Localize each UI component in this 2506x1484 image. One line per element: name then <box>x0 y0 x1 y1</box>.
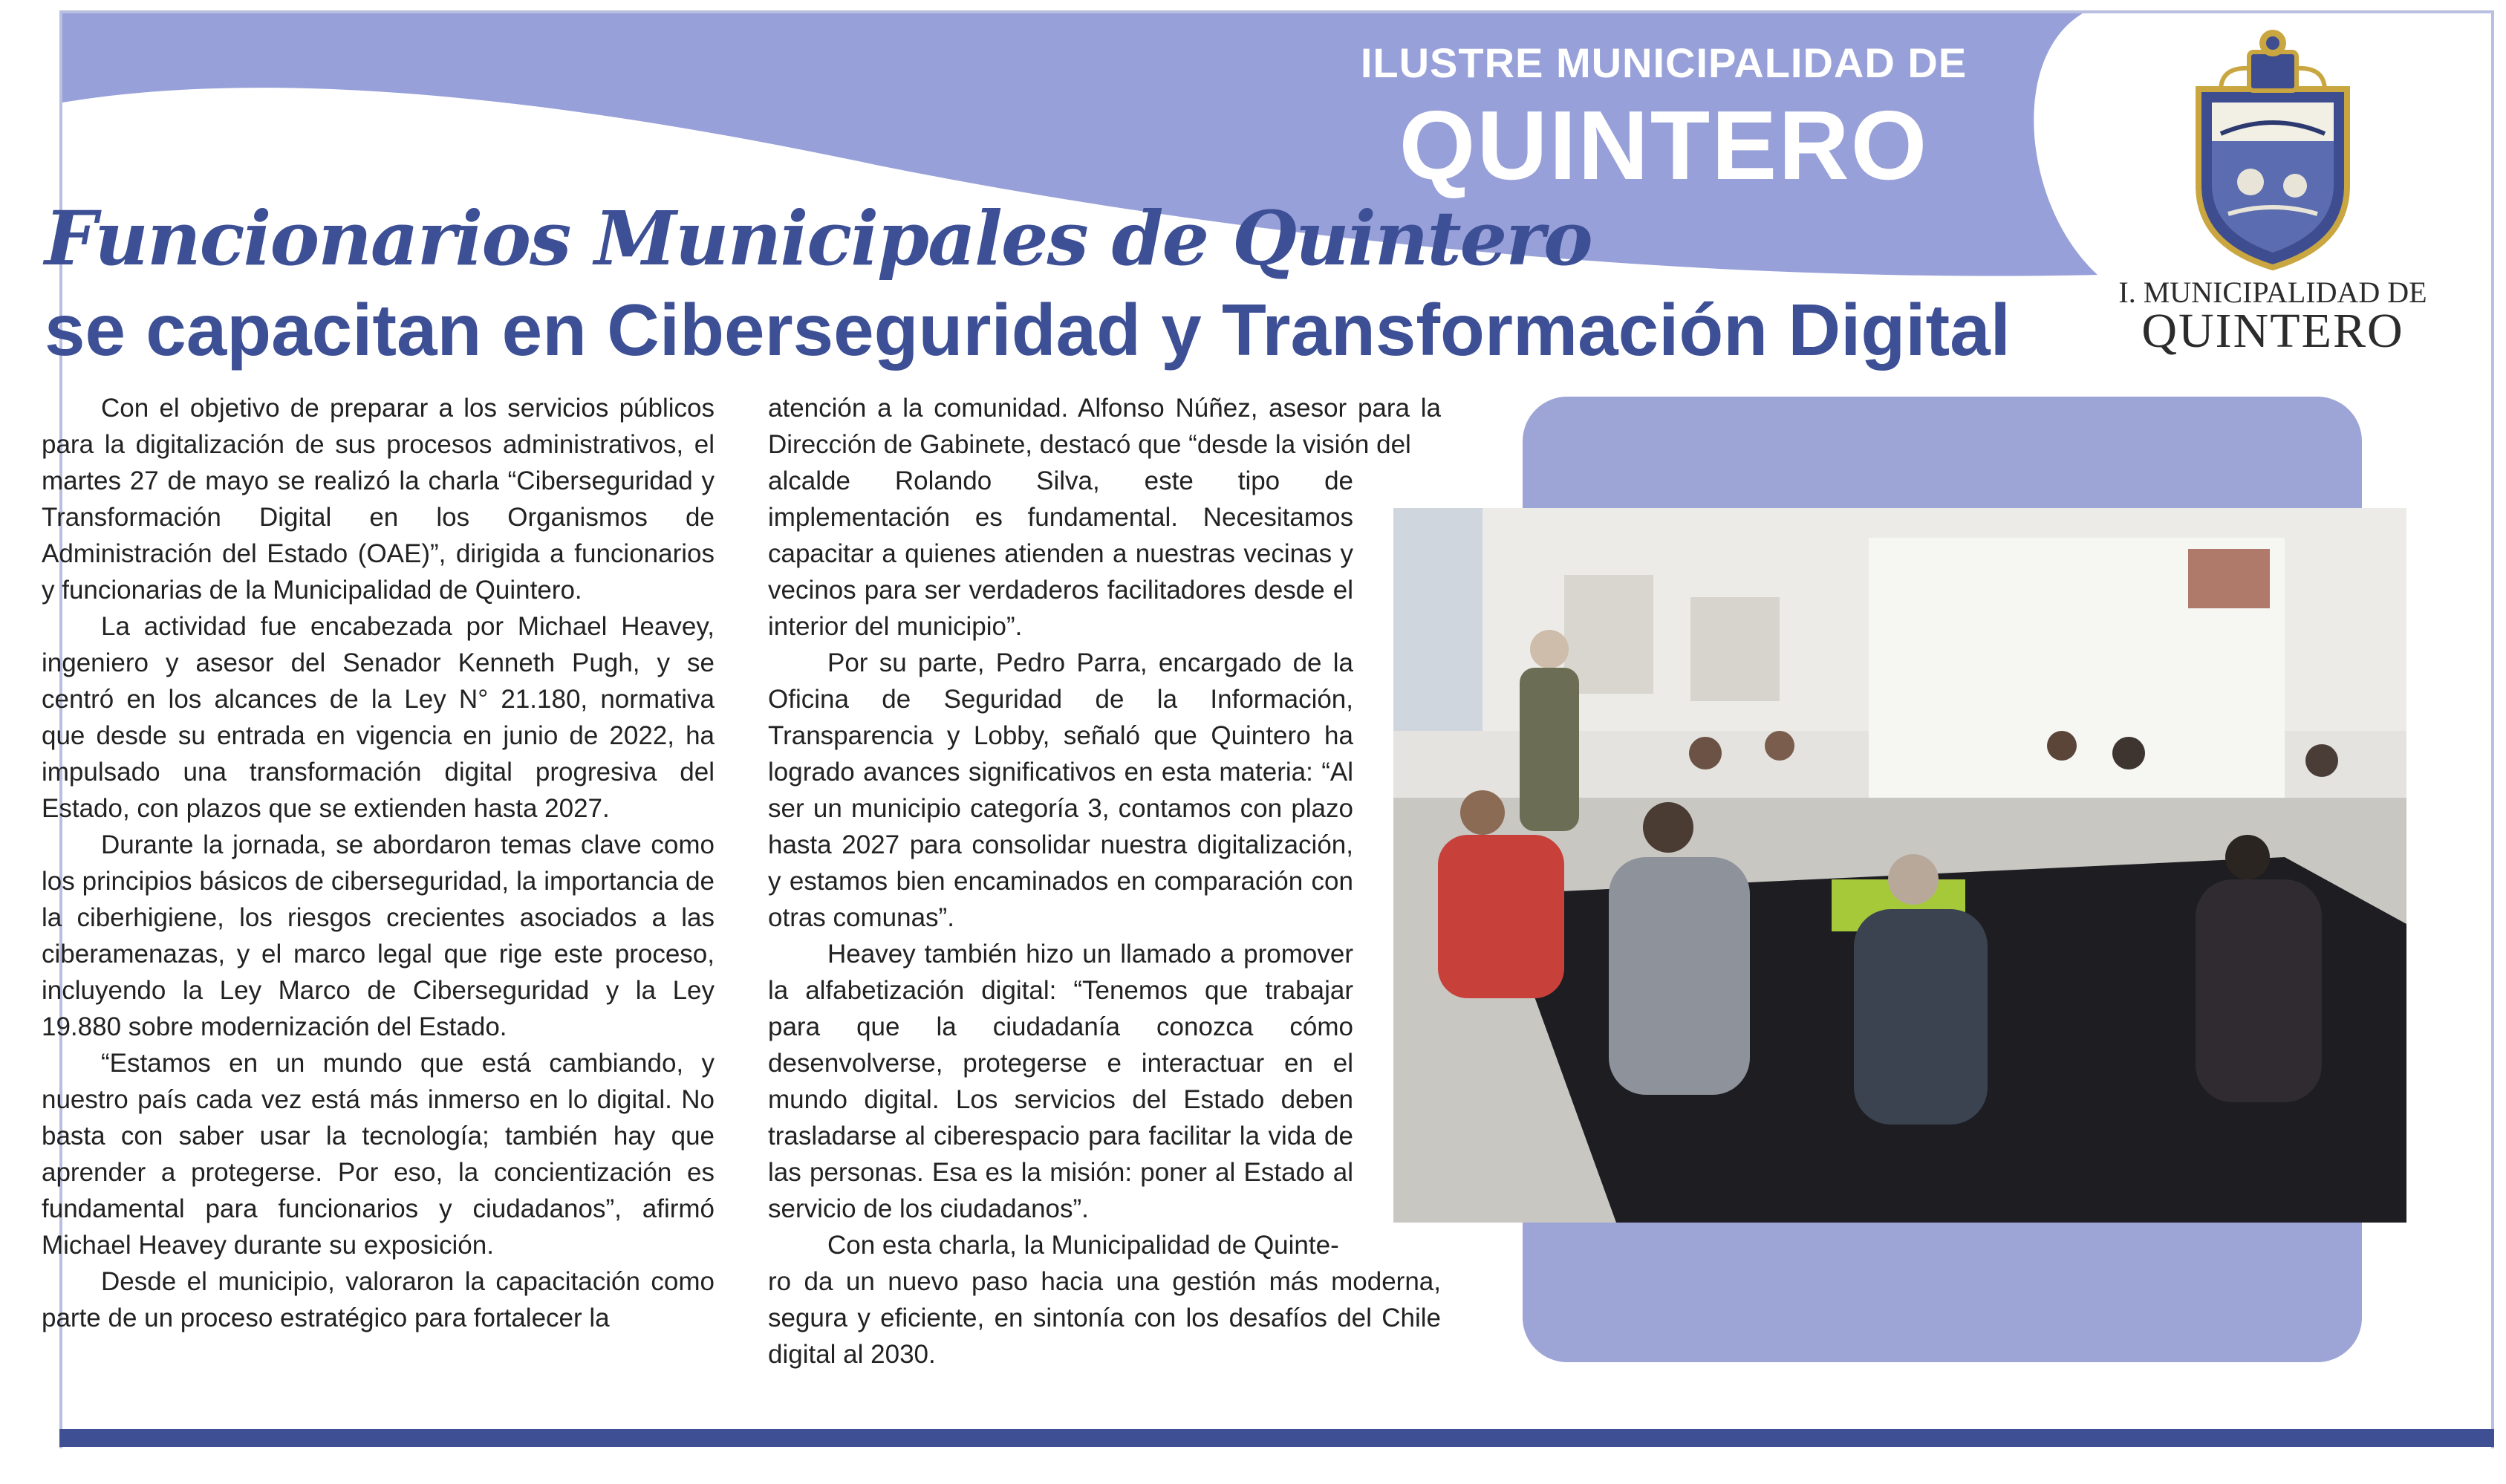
footer-bar <box>59 1429 2494 1447</box>
paragraph: “Estamos en un mundo que está cambiando, y nuestro país cada vez está más inmerso en lo digital. No basta con saber usar la tecnología; también hay que aprender a protegerse. Por eso, la concientización es fundamental para funcionarios y ciudadanos”, afirmó Michael Heavey durante su exposición. <box>42 1049 715 1260</box>
headline-line1: Funcionarios Municipales de Quintero <box>45 195 1592 282</box>
paragraph-continued-narrow: alcalde Rolando Silva, este tipo de implementación es fundamental. Necesitamos capacitar a quienes atienden a nuestras vecinas y vecinos para ser verdaderos facilitadores desde el interior del municipio”. <box>768 466 1353 641</box>
article-column-2 <box>768 390 1441 1373</box>
paragraph: Desde el municipio, valoraron la capacitación como parte de un proceso estratégico para fortalecer la <box>42 1267 715 1332</box>
paragraph-continued-wide: atención a la comunidad. Alfonso Núñez, asesor para la Dirección de Gabinete, destacó que “desde la visión del <box>768 394 1441 459</box>
municipal-crest-icon <box>2176 22 2369 275</box>
paragraph: Con el objetivo de preparar a los servicios públicos para la digitalización de sus procesos administrativos, el martes 27 de mayo se realizó la charla “Ciberseguridad y Transformación Digital en los Organismos de Administración del Estado (OAE)”, dirigida a funcionarios y funcionarias de la Municipalidad de Quintero. <box>42 394 715 605</box>
paragraph: La actividad fue encabezada por Michael Heavey, ingeniero y asesor del Senador Kenneth Pugh, y se centró en los alcances de la Ley N° 21.180, normativa que desde su entrada en vigencia en junio de 2022, ha impulsado una transformación digital progresiva del Estado, con plazos que se extienden hasta 2027. <box>42 612 715 823</box>
paragraph: Durante la jornada, se abordaron temas clave como los principios básicos de ciberseguridad, la importancia de la ciberhigiene, los riesgos crecientes asociados a las ciberamenazas, y el marco legal que rige este proceso, incluyendo la Ley Marco de Ciberseguridad y la Ley 19.880 sobre modernización del Estado. <box>42 830 715 1041</box>
paragraph: Heavey también hizo un llamado a promover la alfabetización digital: “Tenemos que trabajar para que la ciudadanía conozca cómo desenvolverse, protegerse e interactuar en el mundo digital. Los servicios del Estado deben trasladarse al ciberespacio para facilitar la vida de las personas. Esa es la misión: poner al Estado al servicio de los ciudadanos”. <box>768 940 1353 1223</box>
logo-caption-line2: QUINTERO <box>2141 304 2404 358</box>
masthead-ilustre: ILUSTRE MUNICIPALIDAD DE <box>1360 39 1968 86</box>
headline-line2: se capacitan en Ciberseguridad y Transformación Digital <box>45 289 2011 371</box>
paragraph: Con esta charla, la Municipalidad de Quinte- <box>827 1231 1339 1260</box>
paragraph-closing: ro da un nuevo paso hacia una gestión más moderna, segura y eficiente, en sintonía con los desafíos del Chile digital al 2030. <box>768 1267 1441 1369</box>
training-session-photo <box>1393 508 2406 1223</box>
paragraph: Por su parte, Pedro Parra, encargado de la Oficina de Seguridad de la Información, Transparencia y Lobby, señaló que Quintero ha logrado avances significativos en esta materia: “Al ser un municipio categoría 3, contamos con plazo hasta 2027 para consolidar nuestra digitalización, y estamos bien encaminados en comparación con otras comunas”. <box>768 648 1353 932</box>
masthead-quintero: QUINTERO <box>1399 91 1929 200</box>
logo-caption-line1: I. MUNICIPALIDAD DE <box>2118 276 2427 309</box>
article-column-1 <box>42 390 715 1336</box>
